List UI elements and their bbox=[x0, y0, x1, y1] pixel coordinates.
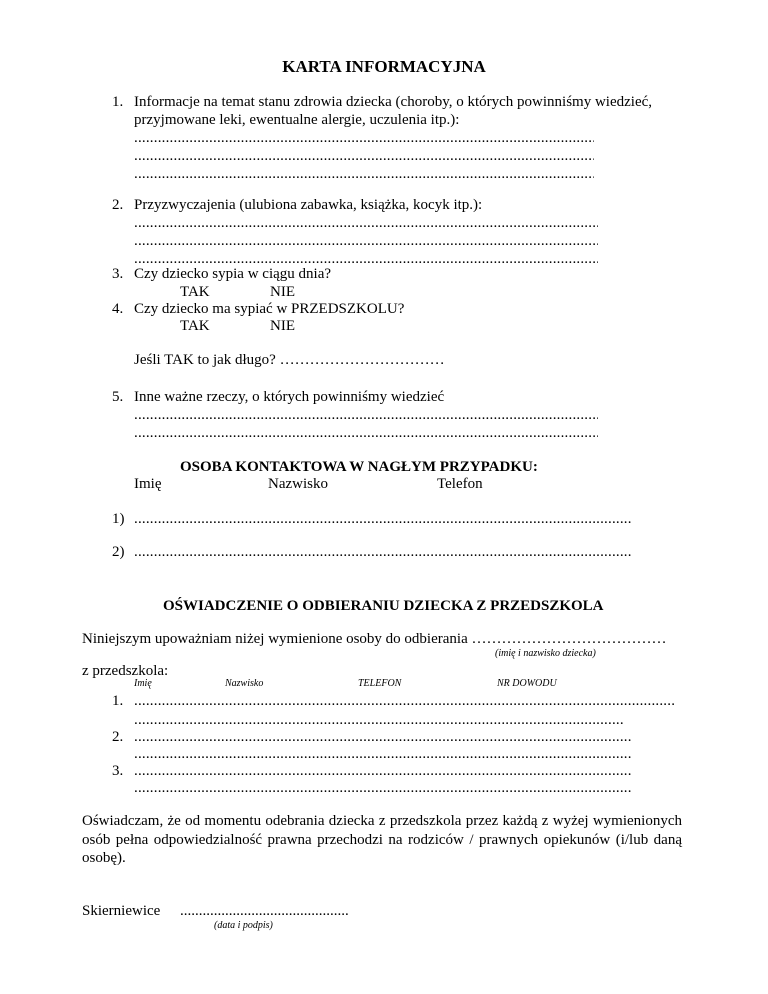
q4-text: Czy dziecko ma sypiać w PRZEDSZKOLU? bbox=[134, 301, 405, 317]
q5-answer-line[interactable] bbox=[134, 424, 598, 442]
q2-number: 2. bbox=[112, 197, 124, 213]
pickup-row-line[interactable] bbox=[134, 779, 632, 797]
q5-text: Inne ważne rzeczy, o których powinniśmy wiedzieć bbox=[134, 389, 445, 405]
q2-answer-line[interactable] bbox=[134, 214, 598, 232]
child-name-caption: (imię i nazwisko dziecka) bbox=[495, 648, 596, 659]
contact-col-name: Imię bbox=[134, 476, 162, 492]
q1-number: 1. bbox=[112, 94, 124, 110]
contact-row-line[interactable] bbox=[134, 510, 632, 528]
authorization-text: Niniejszym upoważniam niżej wymienione osoby do odbierania ………………………………… bbox=[82, 631, 667, 647]
pickup-col-id: NR DOWODU bbox=[497, 678, 557, 689]
q4-number: 4. bbox=[112, 301, 124, 317]
responsibility-declaration: Oświadczam, że od momentu odebrania dziecka z przedszkola przez każdą z wyżej wymienionych osób pełna odpowiedzialność prawna przechodzi na rodziców / prawnych opiekunów (i/lub daną osobę). bbox=[82, 813, 682, 866]
q3-option-yes[interactable]: TAK bbox=[180, 284, 210, 300]
signature-caption: (data i podpis) bbox=[214, 920, 273, 931]
form-title: KARTA INFORMACYJNA bbox=[282, 57, 486, 76]
q1-text-line2: przyjmowane leki, ewentualne alergie, uczulenia itp.): bbox=[134, 112, 460, 128]
q1-answer-line[interactable] bbox=[134, 165, 594, 183]
contact-row-line[interactable] bbox=[134, 543, 632, 561]
contact-col-surname: Nazwisko bbox=[268, 476, 328, 492]
q1-text-line1: Informacje na temat stanu zdrowia dziecka (choroby, o których powinniśmy wiedzieć, bbox=[134, 94, 653, 110]
pickup-row-line[interactable] bbox=[134, 711, 624, 729]
q1-answer-line[interactable] bbox=[134, 147, 594, 165]
q3-text: Czy dziecko sypia w ciągu dnia? bbox=[134, 266, 332, 282]
pickup-col-name: Imię bbox=[134, 678, 152, 689]
q1-answer-line[interactable] bbox=[134, 129, 594, 147]
pickup-col-phone: TELEFON bbox=[358, 678, 402, 689]
pickup-row-line[interactable] bbox=[134, 745, 632, 763]
signature-field[interactable]: ............................................. bbox=[180, 903, 349, 919]
contact-col-phone: Telefon bbox=[437, 476, 483, 492]
pickup-col-surname: Nazwisko bbox=[225, 678, 264, 689]
pickup-row-line[interactable] bbox=[134, 762, 632, 780]
from-preschool-label: z przedszkola: bbox=[82, 663, 169, 679]
pickup-row-number: 2. bbox=[112, 729, 124, 745]
contact-row-number: 2) bbox=[112, 544, 125, 560]
pickup-row-line[interactable] bbox=[134, 728, 632, 746]
q5-number: 5. bbox=[112, 389, 124, 405]
q3-option-no[interactable]: NIE bbox=[270, 284, 295, 300]
city-label: Skierniewice bbox=[82, 903, 161, 919]
q4-option-no[interactable]: NIE bbox=[270, 318, 295, 334]
q5-answer-line[interactable] bbox=[134, 406, 598, 424]
q3-number: 3. bbox=[112, 266, 124, 282]
q2-answer-line[interactable] bbox=[134, 232, 598, 250]
pickup-row-number: 1. bbox=[112, 693, 124, 709]
pickup-heading: OŚWIADCZENIE O ODBIERANIU DZIECKA Z PRZEDSZKOLA bbox=[163, 598, 604, 614]
sleep-duration-field[interactable]: Jeśli TAK to jak długo? …………………………… bbox=[134, 352, 445, 368]
q4-option-yes[interactable]: TAK bbox=[180, 318, 210, 334]
contact-row-number: 1) bbox=[112, 511, 125, 527]
pickup-row-number: 3. bbox=[112, 763, 124, 779]
pickup-row-line[interactable] bbox=[134, 692, 676, 710]
contact-heading: OSOBA KONTAKTOWA W NAGŁYM PRZYPADKU: bbox=[180, 459, 538, 475]
q2-text: Przyzwyczajenia (ulubiona zabawka, książka, kocyk itp.): bbox=[134, 197, 483, 213]
